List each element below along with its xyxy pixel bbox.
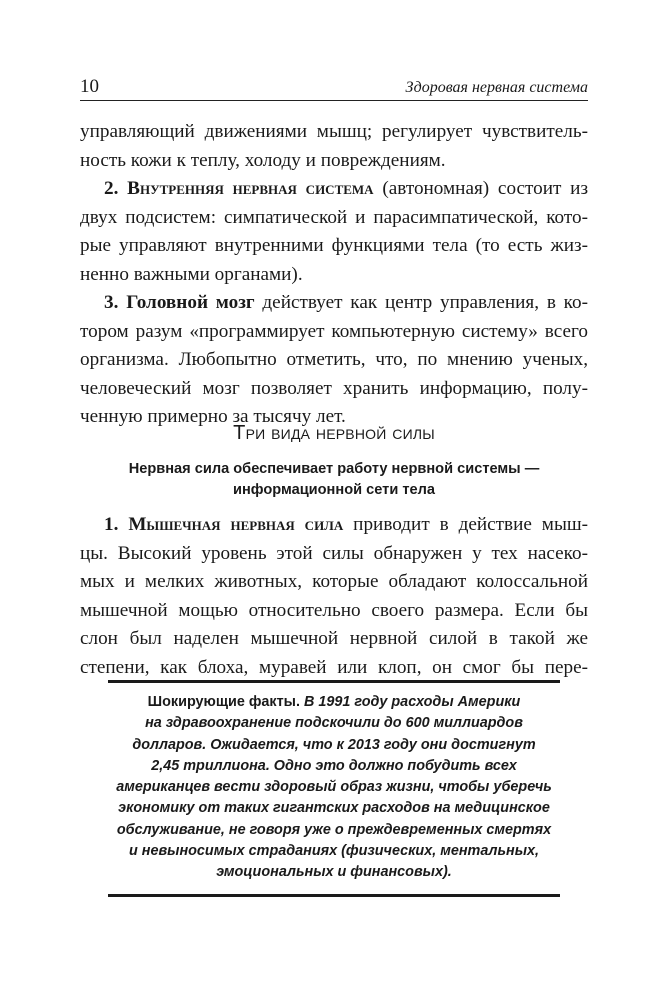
fact-line: американцев вести здоровый образ жизни, чтобы уберечь bbox=[116, 779, 552, 796]
text-line: степени, как блоха, муравей или клоп, он смог бы пере- bbox=[80, 656, 588, 678]
text-line: тором разум «программирует компьютерную систему» всего bbox=[80, 320, 588, 342]
text-line: управляющий движениями мышц; регулирует чувствитель- bbox=[80, 121, 588, 142]
text-line: ненно важными органами). bbox=[80, 263, 303, 285]
fact-line: 2,45 триллиона. Одно это должно побудить всех bbox=[151, 757, 517, 774]
list-item-3-first-line bbox=[80, 289, 588, 318]
text-line: рые управляют внутренними функциями тела (то есть жиз- bbox=[80, 235, 588, 256]
text-line: слон был наделен мышечной нервной силой в такой же bbox=[80, 628, 588, 649]
running-title: Здоровая нервная система bbox=[405, 79, 588, 96]
text-line: человеческий мозг позволяет хранить информацию, полу- bbox=[80, 377, 588, 399]
list-item-term: Головной мозг bbox=[126, 292, 255, 313]
book-page bbox=[80, 0, 588, 1001]
fact-box-label: Шокирующие факты. bbox=[147, 694, 300, 710]
running-header bbox=[80, 76, 588, 101]
body-text-section-2 bbox=[80, 511, 588, 682]
text-line: мых и мелких животных, которые обладают колоссальной bbox=[80, 571, 588, 592]
list-item-number: 1. bbox=[104, 514, 119, 535]
shocking-facts-box bbox=[108, 680, 560, 897]
list-item-number: 2. bbox=[104, 178, 119, 199]
fact-line: обслуживание, не говоря уже о преждевременных смертях bbox=[116, 821, 552, 838]
text-line: мышечной мощью относительно своего размера. Если бы bbox=[80, 599, 588, 621]
fact-line: и невыносимых страданиях (физических, ментальных, bbox=[128, 843, 540, 860]
subheading-line: информационной сети тела bbox=[232, 482, 435, 498]
fact-line bbox=[108, 692, 560, 713]
list-item-2-first-line bbox=[80, 175, 588, 204]
subheading-line: Нервная сила обеспечивает работу нервной системы — bbox=[128, 461, 540, 477]
text-line: ность кожи к теплу, холоду и повреждениям. bbox=[80, 149, 446, 171]
list-item-term: Мышечная нервная сила bbox=[128, 514, 344, 535]
body-text-section-1 bbox=[80, 118, 588, 432]
fact-line: долларов. Ожидается, что к 2013 году они достигнут bbox=[132, 736, 536, 753]
fact-text: В 1991 году расходы Америки bbox=[299, 694, 521, 710]
list-item-1-first-line bbox=[80, 511, 588, 540]
list-item-number: 3. bbox=[104, 292, 119, 313]
text-line: цы. Высокий уровень этой силы обнаружен у тех насеко- bbox=[80, 542, 588, 564]
fact-line: на здравоохранение подскочили до 600 миллиардов bbox=[145, 715, 523, 732]
list-item-text: действует как центр управления, в ко- bbox=[254, 292, 588, 313]
text-line: двух подсистем: симпатической и парасимпатической, кото- bbox=[80, 206, 588, 228]
section-heading: Три вида нервной силы bbox=[233, 422, 435, 444]
text-line: ченную примерно за тысячу лет. bbox=[80, 406, 346, 427]
list-item-text: (автономная) состоит из bbox=[373, 178, 589, 199]
page-number: 10 bbox=[80, 76, 99, 97]
fact-line: экономику от таких гигантских расходов на медицинское bbox=[118, 800, 550, 817]
list-item-term: Внутренняя нервная система bbox=[127, 178, 374, 199]
list-item-text: приводит в действие мыш- bbox=[343, 514, 589, 535]
text-line: организма. Любопытно отметить, что, по мнению ученых, bbox=[80, 349, 588, 370]
section-subheading bbox=[80, 459, 588, 501]
fact-line: эмоциональных и финансовых). bbox=[216, 864, 452, 881]
